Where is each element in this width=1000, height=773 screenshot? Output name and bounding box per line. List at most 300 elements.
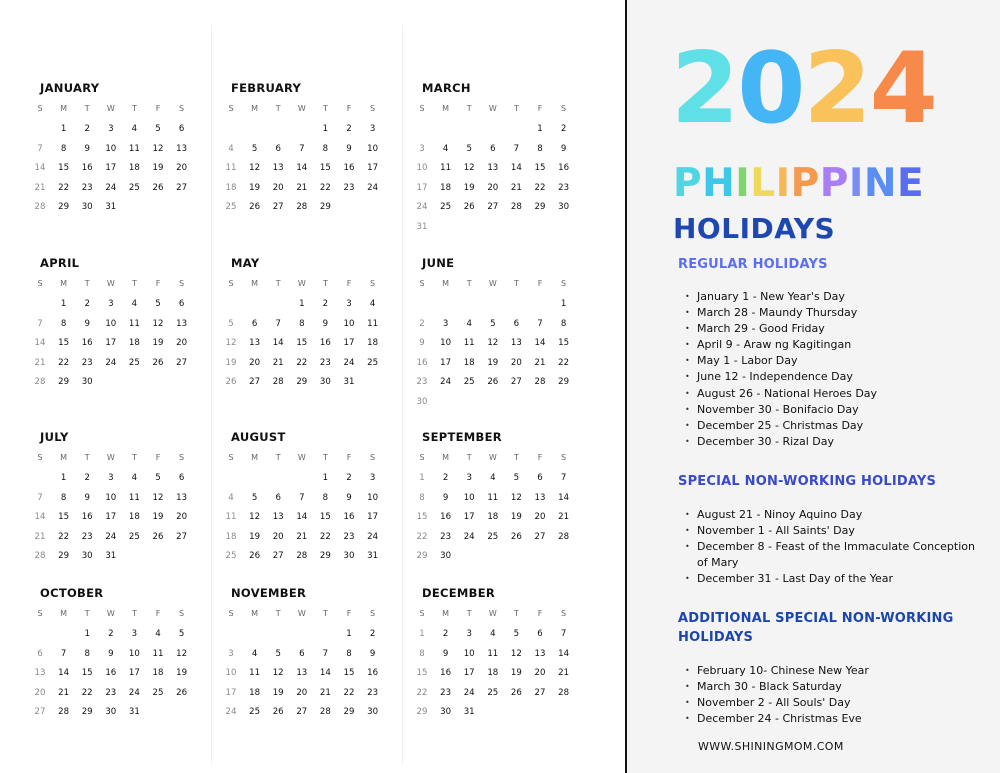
weekday-header-row bbox=[30, 277, 205, 291]
week-row bbox=[221, 375, 396, 389]
weekday-label: F bbox=[537, 453, 543, 462]
day-cell: 11 bbox=[367, 318, 379, 329]
weekday-label: M bbox=[251, 609, 259, 618]
day-cell: 22 bbox=[58, 531, 70, 542]
day-cell: 27 bbox=[34, 707, 46, 717]
day-cell: 20 bbox=[272, 531, 284, 542]
day-cell: 4 bbox=[131, 473, 138, 483]
weekday-label: M bbox=[60, 279, 68, 288]
week-row bbox=[412, 161, 587, 175]
regular-holiday-item: • January 1 - New Year's Day bbox=[685, 289, 985, 305]
day-cell: 3 bbox=[442, 318, 449, 329]
day-cell: 17 bbox=[105, 163, 117, 173]
day-cell: 23 bbox=[440, 531, 452, 542]
day-cell: 19 bbox=[249, 182, 261, 193]
day-cell: 11 bbox=[440, 163, 452, 173]
day-cell: 7 bbox=[560, 473, 567, 483]
day-cell: 30 bbox=[343, 551, 355, 561]
day-cell: 4 bbox=[442, 143, 449, 154]
day-cell: 18 bbox=[128, 338, 140, 348]
day-cell: 22 bbox=[319, 182, 331, 193]
additional-holidays-list bbox=[685, 663, 985, 727]
week-row bbox=[412, 491, 587, 505]
day-cell: 26 bbox=[152, 182, 164, 193]
day-cell: 7 bbox=[537, 318, 543, 329]
special-holidays-title: SPECIAL NON-WORKING HOLIDAYS bbox=[678, 474, 937, 489]
week-row bbox=[30, 705, 205, 719]
day-cell: 28 bbox=[534, 377, 546, 387]
day-cell: 14 bbox=[296, 163, 308, 173]
day-cell: 26 bbox=[463, 202, 475, 212]
day-cell: 5 bbox=[178, 629, 185, 639]
day-cell: 10 bbox=[128, 648, 140, 659]
day-cell: 7 bbox=[37, 318, 43, 329]
week-row bbox=[412, 142, 587, 156]
weekday-label: T bbox=[84, 609, 90, 618]
weekday-label: W bbox=[297, 279, 306, 288]
day-cell: 7 bbox=[560, 629, 567, 639]
day-cell: 26 bbox=[510, 531, 522, 542]
day-cell: 24 bbox=[440, 377, 452, 387]
day-cell: 11 bbox=[487, 648, 499, 659]
day-cell: 20 bbox=[272, 182, 284, 193]
day-cell: 13 bbox=[510, 338, 522, 348]
week-row bbox=[221, 161, 396, 175]
day-cell: 16 bbox=[105, 668, 117, 678]
week-row bbox=[30, 627, 205, 641]
day-cell: 25 bbox=[225, 551, 237, 561]
week-row bbox=[221, 647, 396, 661]
day-cell: 14 bbox=[296, 512, 308, 522]
day-cell: 12 bbox=[487, 338, 499, 348]
day-cell: 25 bbox=[367, 357, 379, 368]
day-cell: 19 bbox=[152, 163, 164, 173]
day-cell: 24 bbox=[367, 182, 379, 193]
day-cell: 17 bbox=[367, 163, 379, 173]
week-row bbox=[412, 220, 587, 234]
day-cell: 1 bbox=[419, 629, 425, 639]
day-cell: 13 bbox=[249, 338, 261, 348]
day-cell: 18 bbox=[367, 338, 379, 348]
day-cell: 30 bbox=[558, 202, 570, 212]
week-row bbox=[221, 666, 396, 680]
philippine-letter: P bbox=[819, 161, 849, 206]
year-letter: 2 bbox=[671, 32, 738, 146]
weekday-label: T bbox=[131, 279, 137, 288]
day-cell: 25 bbox=[225, 202, 237, 212]
day-cell: 15 bbox=[319, 163, 331, 173]
day-cell: 20 bbox=[534, 512, 546, 522]
day-cell: 13 bbox=[272, 512, 284, 522]
weekday-label: M bbox=[251, 279, 259, 288]
weekday-label: F bbox=[346, 453, 352, 462]
weekday-label: T bbox=[513, 453, 519, 462]
day-cell: 13 bbox=[534, 492, 546, 503]
weekday-label: S bbox=[228, 279, 234, 288]
weekday-label: S bbox=[179, 609, 185, 618]
weekday-header-row bbox=[412, 102, 587, 116]
day-cell: 13 bbox=[176, 143, 188, 154]
weekday-label: F bbox=[346, 609, 352, 618]
day-cell: 15 bbox=[296, 338, 308, 348]
weekday-label: T bbox=[131, 609, 137, 618]
month-name: MAY bbox=[231, 256, 260, 270]
day-cell: 24 bbox=[225, 707, 237, 717]
day-cell: 30 bbox=[81, 202, 93, 212]
day-cell: 16 bbox=[81, 163, 93, 173]
weekday-label: M bbox=[442, 453, 450, 462]
day-cell: 5 bbox=[155, 124, 161, 134]
day-cell: 29 bbox=[81, 707, 93, 717]
weekday-label: M bbox=[251, 453, 259, 462]
day-cell: 27 bbox=[272, 202, 284, 212]
weekday-label: T bbox=[466, 609, 472, 618]
day-cell: 14 bbox=[58, 668, 70, 678]
week-row bbox=[30, 686, 205, 700]
month-name: FEBRUARY bbox=[231, 81, 302, 95]
weekday-label: S bbox=[561, 279, 567, 288]
day-cell: 22 bbox=[558, 357, 570, 368]
day-cell: 1 bbox=[346, 629, 352, 639]
week-row bbox=[412, 181, 587, 195]
day-cell: 26 bbox=[249, 202, 261, 212]
day-cell: 29 bbox=[416, 551, 428, 561]
weekday-label: S bbox=[37, 104, 43, 113]
week-row bbox=[221, 510, 396, 524]
special-holiday-item: • December 31 - Last Day of the Year bbox=[685, 571, 985, 587]
weekday-label: S bbox=[561, 453, 567, 462]
additional-holiday-item: • November 2 - All Souls' Day bbox=[685, 695, 985, 711]
month-name: JUNE bbox=[422, 256, 455, 270]
regular-holiday-item: • May 1 - Labor Day bbox=[685, 353, 985, 369]
day-cell: 29 bbox=[319, 202, 331, 212]
day-cell: 17 bbox=[105, 338, 117, 348]
weekday-label: W bbox=[488, 609, 497, 618]
day-cell: 28 bbox=[319, 707, 331, 717]
day-cell: 27 bbox=[176, 531, 188, 542]
weekday-label: W bbox=[106, 279, 115, 288]
week-row bbox=[221, 491, 396, 505]
weekday-label: S bbox=[419, 104, 425, 113]
week-row bbox=[412, 530, 587, 544]
day-cell: 16 bbox=[343, 512, 355, 522]
weekday-label: S bbox=[228, 609, 234, 618]
day-cell: 23 bbox=[558, 182, 570, 193]
day-cell: 6 bbox=[537, 473, 543, 483]
day-cell: 9 bbox=[442, 492, 449, 503]
week-row bbox=[30, 471, 205, 485]
day-cell: 10 bbox=[343, 318, 355, 329]
day-cell: 20 bbox=[296, 687, 308, 698]
day-cell: 17 bbox=[225, 687, 237, 698]
day-cell: 17 bbox=[343, 338, 355, 348]
day-cell: 10 bbox=[416, 163, 428, 173]
day-cell: 22 bbox=[343, 687, 355, 698]
day-cell: 26 bbox=[487, 377, 499, 387]
year-letter: 0 bbox=[737, 32, 804, 146]
week-row bbox=[412, 122, 587, 136]
weekday-label: S bbox=[561, 104, 567, 113]
day-cell: 30 bbox=[81, 551, 93, 561]
day-cell: 18 bbox=[152, 668, 164, 678]
day-cell: 31 bbox=[343, 377, 355, 387]
weekday-label: S bbox=[370, 279, 376, 288]
day-cell: 30 bbox=[319, 377, 331, 387]
day-cell: 15 bbox=[319, 512, 331, 522]
day-cell: 29 bbox=[343, 707, 355, 717]
day-cell: 24 bbox=[343, 357, 355, 368]
day-cell: 8 bbox=[346, 648, 352, 659]
day-cell: 16 bbox=[319, 338, 331, 348]
weekday-label: F bbox=[346, 279, 352, 288]
day-cell: 28 bbox=[272, 377, 284, 387]
week-row bbox=[30, 317, 205, 331]
day-cell: 19 bbox=[272, 687, 284, 698]
day-cell: 16 bbox=[343, 163, 355, 173]
weekday-label: T bbox=[84, 453, 90, 462]
week-row bbox=[30, 336, 205, 350]
day-cell: 10 bbox=[367, 492, 379, 503]
day-cell: 12 bbox=[152, 143, 164, 154]
week-row bbox=[412, 705, 587, 719]
weekday-label: T bbox=[322, 279, 328, 288]
week-row bbox=[30, 510, 205, 524]
day-cell: 23 bbox=[319, 357, 331, 368]
day-cell: 1 bbox=[322, 124, 329, 134]
weekday-label: M bbox=[60, 104, 68, 113]
day-cell: 29 bbox=[534, 202, 546, 212]
day-cell: 19 bbox=[152, 338, 164, 348]
day-cell: 18 bbox=[128, 512, 140, 522]
day-cell: 3 bbox=[419, 143, 425, 154]
day-cell: 9 bbox=[369, 648, 376, 659]
day-cell: 15 bbox=[58, 338, 70, 348]
day-cell: 6 bbox=[299, 648, 305, 659]
day-cell: 7 bbox=[275, 318, 281, 329]
regular-holiday-item: • June 12 - Independence Day bbox=[685, 369, 985, 385]
day-cell: 10 bbox=[105, 143, 117, 154]
weekday-label: S bbox=[370, 453, 376, 462]
day-cell: 18 bbox=[487, 668, 499, 678]
day-cell: 24 bbox=[463, 531, 475, 542]
day-cell: 6 bbox=[275, 492, 281, 503]
day-cell: 11 bbox=[463, 338, 475, 348]
weekday-label: M bbox=[442, 279, 450, 288]
month-name: JULY bbox=[40, 430, 69, 444]
day-cell: 7 bbox=[299, 492, 305, 503]
day-cell: 28 bbox=[58, 707, 70, 717]
day-cell: 27 bbox=[176, 357, 188, 368]
weekday-header-row bbox=[412, 607, 587, 621]
weekday-label: W bbox=[297, 453, 306, 462]
week-row bbox=[412, 627, 587, 641]
week-row bbox=[30, 666, 205, 680]
weekday-label: W bbox=[106, 609, 115, 618]
day-cell: 9 bbox=[108, 648, 114, 659]
day-cell: 25 bbox=[487, 687, 499, 698]
day-cell: 29 bbox=[416, 707, 428, 717]
day-cell: 24 bbox=[367, 531, 379, 542]
day-cell: 4 bbox=[251, 648, 258, 659]
day-cell: 7 bbox=[322, 648, 329, 659]
day-cell: 20 bbox=[176, 512, 188, 522]
day-cell: 29 bbox=[319, 551, 331, 561]
day-cell: 10 bbox=[463, 492, 475, 503]
day-cell: 10 bbox=[105, 492, 117, 503]
week-row bbox=[30, 375, 205, 389]
additional-holiday-item: • December 24 - Christmas Eve bbox=[685, 711, 985, 727]
week-row bbox=[30, 200, 205, 214]
day-cell: 19 bbox=[249, 531, 261, 542]
day-cell: 11 bbox=[225, 163, 237, 173]
weekday-label: W bbox=[106, 104, 115, 113]
day-cell: 12 bbox=[463, 163, 475, 173]
day-cell: 21 bbox=[58, 687, 70, 698]
day-cell: 13 bbox=[534, 648, 546, 659]
day-cell: 24 bbox=[416, 202, 428, 212]
weekday-label: F bbox=[537, 609, 543, 618]
day-cell: 20 bbox=[34, 687, 46, 698]
week-row bbox=[412, 471, 587, 485]
day-cell: 17 bbox=[440, 357, 452, 368]
day-cell: 30 bbox=[440, 551, 452, 561]
week-row bbox=[412, 375, 587, 389]
week-row bbox=[30, 122, 205, 136]
weekday-label: T bbox=[322, 104, 328, 113]
day-cell: 17 bbox=[105, 512, 117, 522]
weekday-label: T bbox=[322, 609, 328, 618]
weekday-label: T bbox=[275, 609, 281, 618]
day-cell: 9 bbox=[560, 143, 567, 154]
day-cell: 2 bbox=[442, 473, 449, 483]
day-cell: 25 bbox=[128, 182, 140, 193]
weekday-label: S bbox=[419, 609, 425, 618]
day-cell: 15 bbox=[416, 512, 428, 522]
weekday-label: T bbox=[513, 609, 519, 618]
day-cell: 21 bbox=[510, 182, 522, 193]
day-cell: 26 bbox=[152, 357, 164, 368]
day-cell: 16 bbox=[81, 338, 93, 348]
week-row bbox=[221, 705, 396, 719]
day-cell: 22 bbox=[58, 357, 70, 368]
day-cell: 28 bbox=[296, 551, 308, 561]
day-cell: 22 bbox=[58, 182, 70, 193]
week-row bbox=[30, 356, 205, 370]
week-row bbox=[412, 200, 587, 214]
weekday-label: T bbox=[466, 104, 472, 113]
day-cell: 18 bbox=[225, 531, 237, 542]
week-row bbox=[412, 317, 587, 331]
day-cell: 2 bbox=[346, 124, 352, 134]
week-row bbox=[412, 336, 587, 350]
day-cell: 6 bbox=[275, 143, 281, 154]
day-cell: 8 bbox=[84, 648, 90, 659]
year-title bbox=[671, 32, 936, 146]
weekday-label: F bbox=[155, 609, 161, 618]
day-cell: 2 bbox=[560, 124, 567, 134]
month-name: SEPTEMBER bbox=[422, 430, 502, 444]
regular-holiday-item: • December 30 - Rizal Day bbox=[685, 434, 985, 450]
special-holiday-item: • November 1 - All Saints' Day bbox=[685, 523, 985, 539]
day-cell: 27 bbox=[534, 531, 546, 542]
day-cell: 18 bbox=[225, 182, 237, 193]
weekday-label: T bbox=[275, 104, 281, 113]
day-cell: 25 bbox=[487, 531, 499, 542]
day-cell: 14 bbox=[34, 512, 46, 522]
weekday-header-row bbox=[221, 607, 396, 621]
day-cell: 23 bbox=[416, 377, 428, 387]
day-cell: 3 bbox=[346, 299, 352, 309]
day-cell: 20 bbox=[510, 357, 522, 368]
weekday-header-row bbox=[221, 451, 396, 465]
day-cell: 4 bbox=[466, 318, 472, 329]
day-cell: 21 bbox=[319, 687, 331, 698]
special-holidays-list bbox=[685, 507, 985, 587]
day-cell: 10 bbox=[105, 318, 117, 329]
regular-holidays-list bbox=[685, 289, 985, 450]
weekday-label: S bbox=[37, 609, 43, 618]
weekday-header-row bbox=[221, 277, 396, 291]
day-cell: 1 bbox=[60, 299, 67, 309]
day-cell: 8 bbox=[419, 648, 425, 659]
weekday-label: T bbox=[466, 453, 472, 462]
weekday-label: S bbox=[419, 453, 425, 462]
day-cell: 30 bbox=[81, 377, 93, 387]
day-cell: 4 bbox=[369, 299, 376, 309]
philippine-letter: L bbox=[750, 161, 776, 206]
weekday-header-row bbox=[412, 451, 587, 465]
day-cell: 7 bbox=[37, 143, 43, 154]
day-cell: 29 bbox=[58, 202, 70, 212]
day-cell: 25 bbox=[440, 202, 452, 212]
weekday-label: T bbox=[84, 279, 90, 288]
day-cell: 25 bbox=[128, 531, 140, 542]
title-holidays: HOLIDAYS bbox=[673, 212, 836, 245]
year-letter: 2 bbox=[803, 32, 870, 146]
week-row bbox=[221, 122, 396, 136]
regular-holiday-item: • December 25 - Christmas Day bbox=[685, 418, 985, 434]
day-cell: 10 bbox=[367, 143, 379, 154]
additional-holiday-item: • February 10- Chinese New Year bbox=[685, 663, 985, 679]
day-cell: 4 bbox=[131, 124, 138, 134]
day-cell: 13 bbox=[272, 163, 284, 173]
day-cell: 23 bbox=[343, 182, 355, 193]
week-row bbox=[221, 549, 396, 563]
special-holiday-item: • August 21 - Ninoy Aquino Day bbox=[685, 507, 985, 523]
day-cell: 26 bbox=[510, 687, 522, 698]
day-cell: 23 bbox=[81, 531, 93, 542]
weekday-label: M bbox=[442, 609, 450, 618]
day-cell: 6 bbox=[178, 299, 185, 309]
philippine-letter: E bbox=[896, 161, 925, 206]
day-cell: 11 bbox=[128, 143, 140, 154]
weekday-label: S bbox=[37, 453, 43, 462]
month-name: JANUARY bbox=[40, 81, 100, 95]
weekday-label: T bbox=[513, 279, 519, 288]
day-cell: 24 bbox=[105, 357, 117, 368]
week-row bbox=[412, 549, 587, 563]
day-cell: 29 bbox=[58, 551, 70, 561]
week-row bbox=[221, 297, 396, 311]
additional-holidays-title: ADDITIONAL SPECIAL NON-WORKING HOLIDAYS bbox=[678, 611, 954, 645]
day-cell: 16 bbox=[416, 357, 428, 368]
week-row bbox=[412, 647, 587, 661]
week-row bbox=[221, 200, 396, 214]
day-cell: 23 bbox=[81, 182, 93, 193]
day-cell: 16 bbox=[440, 512, 452, 522]
day-cell: 10 bbox=[440, 338, 452, 348]
day-cell: 27 bbox=[249, 377, 261, 387]
